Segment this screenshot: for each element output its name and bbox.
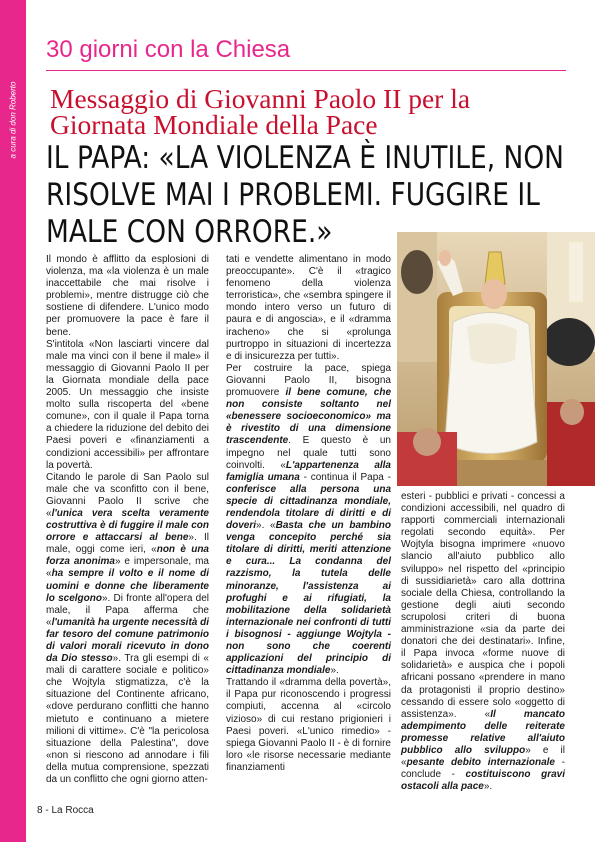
text-run: Per costruire la pace, spiega Giovanni Paolo II, bisogna promuovere xyxy=(226,362,391,399)
quote-emphasis: l'umanità ha urgente necessità di far tesoro del comune patrimonio di valori morali ricevuto in dono da Dio stesso xyxy=(46,616,209,665)
article-paragraph: S'intitola «Non lasciarti vincere dal male ma vinci con il bene il male» il messaggio di Giovanni Paolo II per la Giornata mondiale della pace 2005. Un messaggio che insiste molto sulla riscoperta del «bene comune», con il quale il Papa torna a chiedere la riduzione del debito dei Paesi poveri e «finanziamenti a condizioni accessibili» per affrontare la povertà. xyxy=(46,338,209,471)
article-paragraph: Trattando il «dramma della povertà», il Papa pur riconoscendo i progressi compiuti, accenna al «circolo vizioso» di cui restano prigionieri i Paesi poveri. «L'unico rimedio» - spiega Giovanni Paolo II - è di fornire loro «le risorse necessarie mediante finanziamenti xyxy=(226,677,391,773)
text-run: ». « xyxy=(256,520,276,532)
pope-photo xyxy=(397,232,595,486)
article-column-3 xyxy=(401,491,565,793)
text-run: » e impersonale, ma « xyxy=(46,556,209,580)
side-color-bar xyxy=(0,0,26,842)
quote-emphasis: Basta che un bambino venga concepito perché sia titolare di diritti, meriti attenzione e cura... La condanna del razzismo, la tutela delle minoranze, l'assistenza ai profughi e ai rifugiati, la mobilitazione della solidarietà internazionale nei confronti di tutti i bisognosi - aggiunge Wojtyla - non sono che coerenti applicazioni del principio di cittadinanza mondiale xyxy=(226,520,392,677)
text-run: . E questo è un impegno nel quale tutti sono coinvolti. « xyxy=(226,435,391,471)
text-run: ». Il male, oggi come ieri, « xyxy=(46,532,209,556)
article-paragraph: Il mondo è afflitto da esplosioni di violenza, ma «la violenza è un male inaccettabile che mai risolve i problemi», mentre distrugge ciò che sostiene di difendere. L'unico modo per promuovere la pace è fare il bene. xyxy=(46,254,209,338)
article-paragraph xyxy=(401,491,565,793)
page-footer: 8 - La Rocca xyxy=(37,805,94,816)
quote-emphasis: conferisce alla persona una specie di cittadinanza mondiale, rendendola titolare di diritti e di doveri xyxy=(226,483,391,532)
text-run: ». xyxy=(330,665,339,677)
text-run: - continua il Papa - xyxy=(299,471,391,483)
section-credit: a cura di don Roberto xyxy=(8,81,18,159)
quote-emphasis: il bene comune, che non consiste soltanto nel «benessere socioeconomico» ma è rivestito di una dimensione trascendente xyxy=(226,387,391,447)
headline-kicker: Messaggio di Giovanni Paolo II per la Giornata Mondiale della Pace xyxy=(50,83,471,140)
text-run: esteri - pubblici e privati - concessi a condizioni accessibili, nel quadro di rapporti commerciali internazionali regolati secondo equità». Per Wojtyla bisogna imprimere «nuovo slancio all'aiuto pubblico allo sviluppo» nel rispetto del «principio di sussidiarietà» caro alla dottrina sociale della Chiesa, controllando la gestione degli aiuti secondo scrupolosi criteri di buona amministrazione «sia da parte dei donatori che dei destinatari». Infine, il Papa invoca «forme nuove di solidarietà» e auspica che i popoli africani possano «prendere in mano da protagonisti il proprio destino» cessando di essere solo «oggetto di assistenza». « xyxy=(401,491,565,720)
text-run: - conclude - xyxy=(401,757,565,781)
pope-photo-illustration xyxy=(397,232,595,486)
headline-line: RISOLVE MAI I PROBLEMI. FUGGIRE IL xyxy=(46,177,540,213)
quote-emphasis: Il mancato adempimento delle reiterate promesse relative all'aiuto pubblico allo sviluppo xyxy=(401,708,565,756)
text-run: » e il « xyxy=(401,744,565,769)
text-run: ». Tra gli esempi di « mali di carattere sociale e politico» che Wojtyla stigmatizza, c'è la situazione del Continente africano, «dove perdurano conflitti che hanno mietuto e continuano a mietere milioni di vittime». C'è "la pericolosa situazione della Palestina", dove «non si riescono ad annodare i fili della mutua comprensione, spezzati da un conflitto che ogni giorno atten- xyxy=(46,653,209,786)
text-run: ». Di fronte all'opera del male, il Papa afferma che « xyxy=(46,592,210,628)
article-paragraph xyxy=(226,363,391,677)
quote-emphasis: non è una forza anonima xyxy=(46,544,209,568)
quote-emphasis: l'unica vera scelta veramente costruttiva è di fuggire il male con orrore e attaccarsi al bene xyxy=(46,507,209,544)
article-paragraph xyxy=(46,472,209,786)
article-column-2 xyxy=(226,254,391,774)
article-paragraph: tati e vendette alimentano in modo preoccupante». C'è il «tragico fenomeno della violenza terroristica», che «sembra spingere il mondo intero verso un futuro di paura e di angoscia», e il «dramma iracheno» che si «prolunga purtroppo in situazioni di incertezza e di insicurezza per tutti». xyxy=(226,254,391,362)
section-title: 30 giorni con la Chiesa xyxy=(46,36,291,63)
headline-line: MALE CON ORRORE.» xyxy=(46,214,333,250)
headline-line: IL PAPA: «LA VIOLENZA È INUTILE, NON xyxy=(46,140,564,176)
text-run: ». xyxy=(483,781,493,793)
quote-emphasis: costituiscono gravi ostacoli alla pace xyxy=(401,769,565,793)
quote-emphasis: ha sempre il volto e il nome di uomini e donne che liberamente lo scelgono xyxy=(46,568,209,604)
quote-emphasis: pesante debito internazionale xyxy=(406,757,555,769)
text-run: Citando le parole di San Paolo sul male che va sconfitto con il bene, Giovanni Paolo II scrive che « xyxy=(46,471,209,519)
quote-emphasis: L'appartenenza alla famiglia umana xyxy=(226,459,391,483)
article-column-1 xyxy=(46,254,209,786)
section-divider xyxy=(46,70,566,71)
